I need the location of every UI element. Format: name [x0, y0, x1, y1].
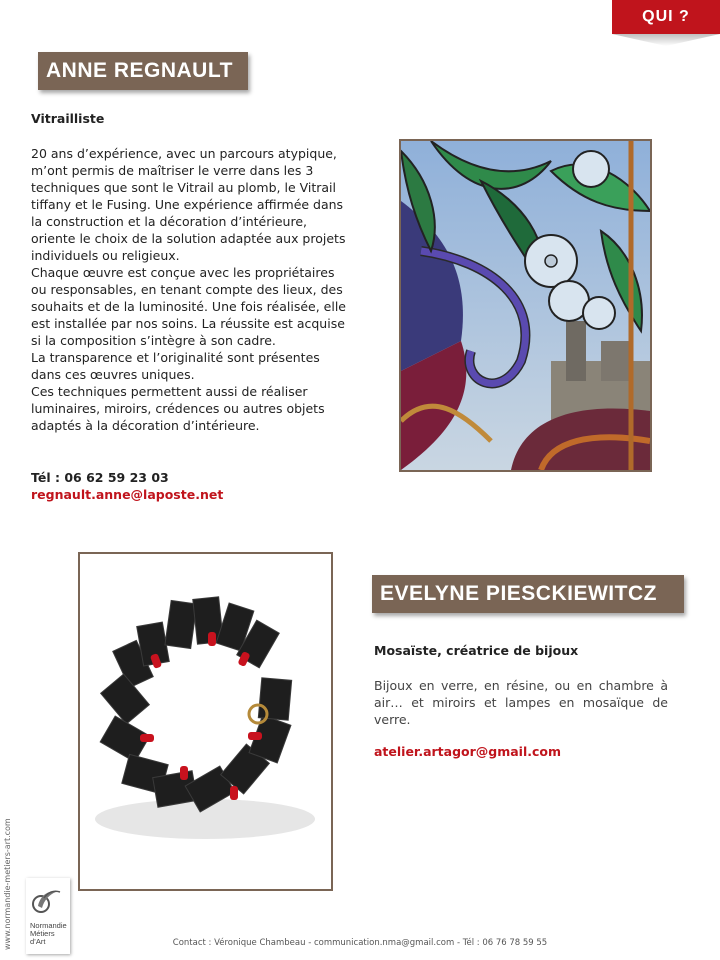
logo-line: Normandie — [30, 921, 67, 930]
artist1-description — [31, 145, 351, 434]
contact-footer: Contact : Véronique Chambeau - communication.nma@gmail.com - Tél : 06 76 78 59 55 — [172, 938, 548, 948]
website-url[interactable]: www.normandie-metiers-art.com — [3, 818, 12, 950]
artist2-description: Bijoux en verre, en résine, ou en chambre à air… et miroirs et lampes en mosaïque de verre. — [374, 678, 668, 727]
artist1-paragraph: La transparence et l’originalité sont présentes dans ces œuvres uniques. — [31, 350, 320, 382]
bracelet-photo — [78, 552, 333, 891]
stained-glass-image — [401, 141, 650, 470]
artist1-phone: Tél : 06 62 59 23 03 — [31, 470, 169, 485]
artist1-role: Vitrailliste — [31, 111, 105, 126]
qui-tab[interactable]: QUI ? — [612, 0, 720, 34]
artist1-paragraph: Chaque œuvre est conçue avec les propriétaires ou responsables, en tenant compte des lieux, des souhaits et de la luminosité. Une fois réalisée, elle est installée par nos soins. La réussite est acquise si la composition s’intègre à son cadre. — [31, 265, 347, 348]
bracelet-image — [80, 554, 331, 889]
artist1-name-banner: ANNE REGNAULT — [38, 52, 248, 90]
logo-line: d’Art — [30, 937, 46, 946]
logo-line: Métiers — [30, 929, 55, 938]
artist1-paragraph: Ces techniques permettent aussi de réaliser luminaires, miroirs, crédences ou autres objets adaptés à la décoration d’intérieure. — [31, 384, 325, 433]
artist1-paragraph: 20 ans d’expérience, avec un parcours atypique, m’ont permis de maîtriser le verre dans les 3 techniques que sont le Vitrail au plomb, le Vitrail tiffany et le Fusing. Une expérience affirmée dans la construction et la décoration d’intérieure, oriente le choix de la solution adaptée aux projets individuels ou religieux. — [31, 146, 346, 263]
artist1-email-link[interactable]: regnault.anne@laposte.net — [31, 487, 224, 502]
nma-logo-icon — [26, 878, 70, 922]
artist2-email-link[interactable]: atelier.artagor@gmail.com — [374, 744, 562, 759]
stained-glass-photo — [399, 139, 652, 472]
artist2-name-banner: EVELYNE PIESCKIEWITCZ — [372, 575, 684, 613]
artist2-role: Mosaïste, créatrice de bijoux — [374, 643, 579, 658]
